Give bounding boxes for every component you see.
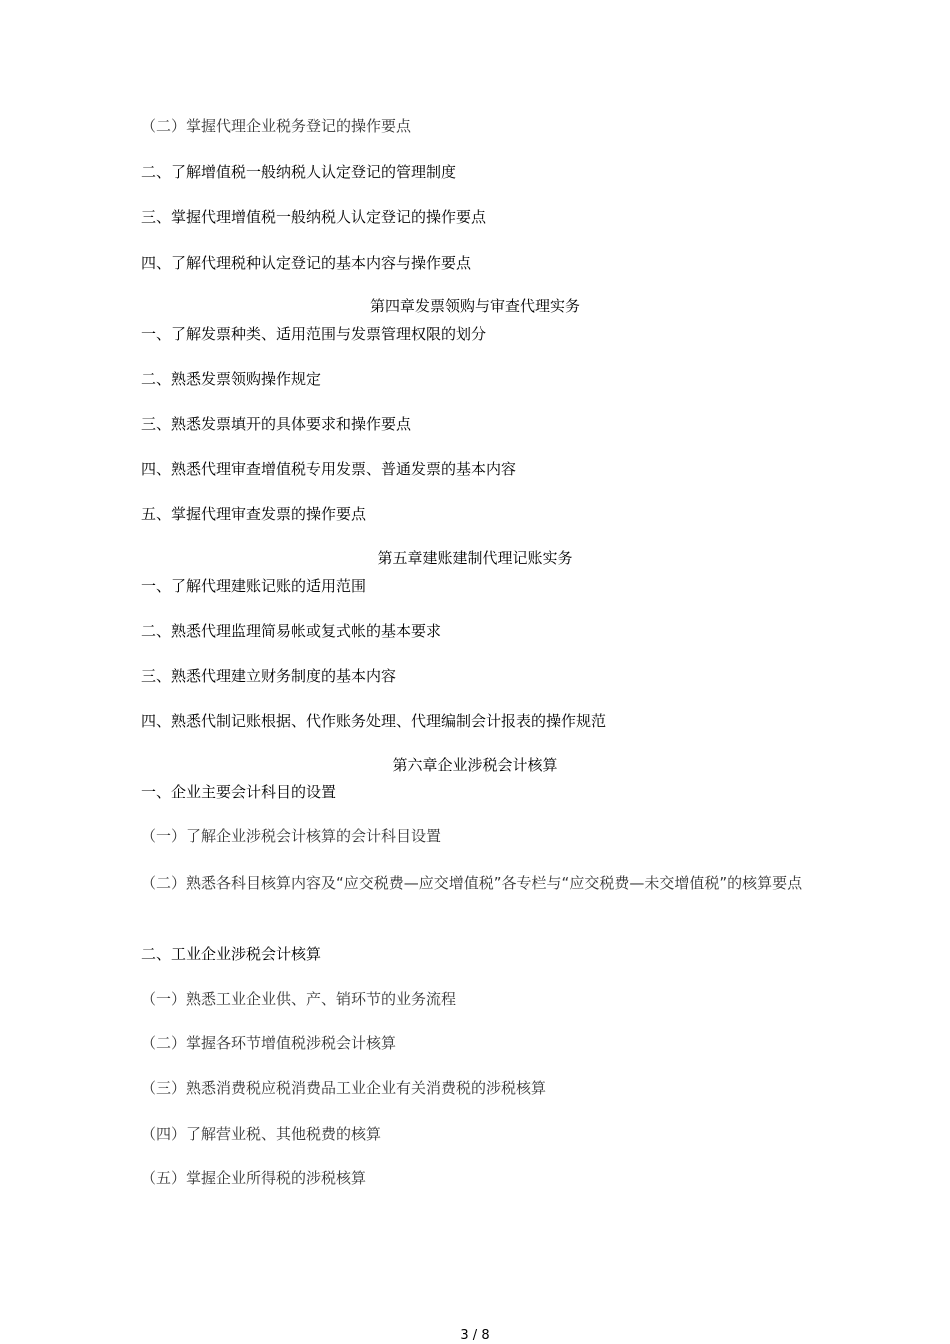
- list-item: 二、熟悉代理监理简易帐或复式帐的基本要求: [141, 622, 442, 640]
- text-line: 三、掌握代理增值税一般纳税人认定登记的操作要点: [141, 208, 487, 226]
- list-item: 四、熟悉代理审查增值税专用发票、普通发票的基本内容: [141, 460, 517, 478]
- text-line: 四、了解代理税种认定登记的基本内容与操作要点: [141, 254, 472, 272]
- section-heading: 一、企业主要会计科目的设置: [141, 783, 337, 801]
- list-item: 五、掌握代理审查发票的操作要点: [141, 505, 367, 523]
- text-line: 二、了解增值税一般纳税人认定登记的管理制度: [141, 163, 457, 181]
- page-number: 3 / 8: [460, 1328, 490, 1343]
- list-item: 一、了解发票种类、适用范围与发票管理权限的划分: [141, 325, 487, 343]
- sub-item: （三）熟悉消费税应税消费品工业企业有关消费税的涉税核算: [141, 1079, 547, 1097]
- chapter-5-title: 第五章建账建制代理记账实务: [377, 549, 573, 567]
- sub-item: （二）熟悉各科目核算内容及“应交税费—应交增值税”各专栏与“应交税费—未交增值税”的核算要点: [141, 874, 803, 892]
- list-item: 四、熟悉代制记账根据、代作账务处理、代理编制会计报表的操作规范: [141, 712, 607, 730]
- sub-item: （一）了解企业涉税会计核算的会计科目设置: [141, 827, 442, 845]
- sub-item: （四）了解营业税、其他税费的核算: [141, 1125, 382, 1143]
- text-line: （二）掌握代理企业税务登记的操作要点: [141, 117, 412, 135]
- section-heading: 二、工业企业涉税会计核算: [141, 945, 322, 963]
- chapter-4-title: 第四章发票领购与审查代理实务: [369, 297, 580, 315]
- list-item: 三、熟悉代理建立财务制度的基本内容: [141, 667, 397, 685]
- sub-item: （一）熟悉工业企业供、产、销环节的业务流程: [141, 990, 457, 1008]
- list-item: 一、了解代理建账记账的适用范围: [141, 577, 367, 595]
- list-item: 二、熟悉发票领购操作规定: [141, 370, 322, 388]
- chapter-6-title: 第六章企业涉税会计核算: [392, 756, 558, 774]
- sub-item: （二）掌握各环节增值税涉税会计核算: [141, 1034, 397, 1052]
- sub-item: （五）掌握企业所得税的涉税核算: [141, 1169, 367, 1187]
- list-item: 三、熟悉发票填开的具体要求和操作要点: [141, 415, 412, 433]
